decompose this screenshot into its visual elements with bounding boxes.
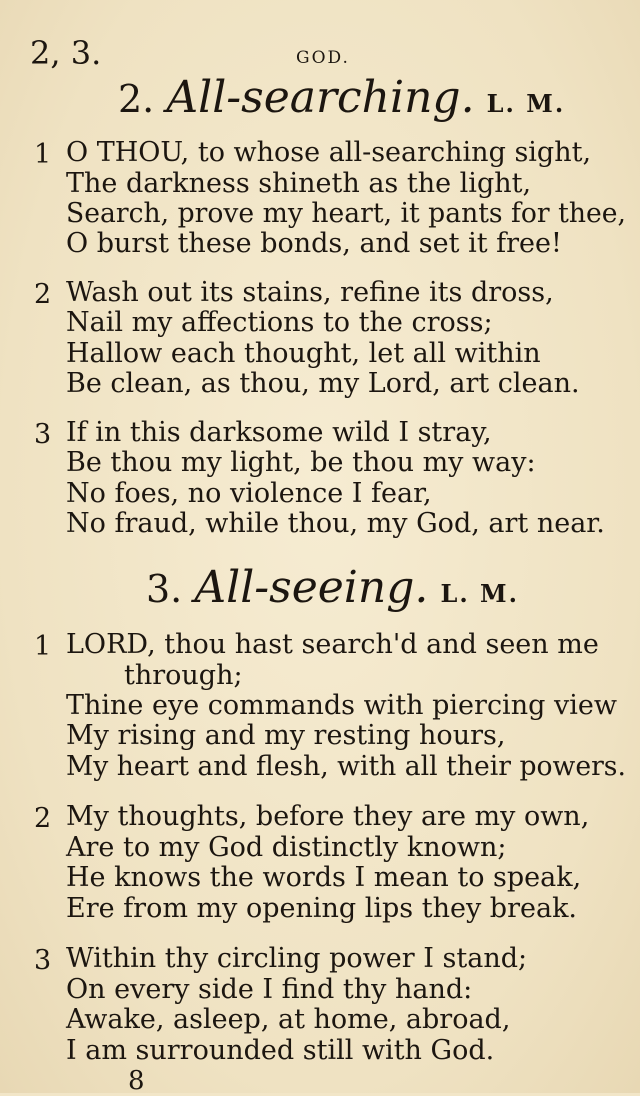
verse-number: 1 — [34, 631, 52, 662]
verse-line: No fraud, while thou, my God, art near. — [66, 508, 605, 539]
verse-number: 3 — [34, 419, 52, 450]
verse-line: No foes, no violence I fear, — [66, 478, 432, 509]
verse-line: The darkness shineth as the light, — [66, 168, 532, 199]
verse-line: I am surrounded still with God. — [66, 1035, 495, 1066]
verse-number: 2 — [34, 279, 52, 310]
verse-number: 3 — [34, 945, 52, 976]
verse-line: Thine eye commands with piercing view — [66, 690, 617, 721]
verse-line: Search, prove my heart, it pants for thee, — [66, 198, 626, 229]
verse-line: LORD, thou hast search'd and seen me — [66, 629, 599, 660]
verse-line: On every side I find thy hand: — [66, 974, 473, 1005]
verse-line: Nail my affections to the cross; — [66, 307, 493, 338]
verse-number: 1 — [34, 139, 52, 170]
verse-line: Hallow each thought, let all within — [66, 338, 541, 369]
verse-line: He knows the words I mean to speak, — [66, 862, 582, 893]
verse-line: My thoughts, before they are my own, — [66, 801, 590, 832]
hymn-title — [118, 72, 566, 123]
hymn-meter: L. M. — [440, 579, 519, 608]
verse-line: O THOU, to whose all-searching sight, — [66, 137, 592, 168]
verse-line: Ere from my opening lips they break. — [66, 893, 578, 924]
page-number: 8 — [128, 1066, 145, 1096]
verse-line: If in this darksome wild I stray, — [66, 417, 492, 448]
verse-line: My heart and flesh, with all their powers. — [66, 751, 626, 782]
hymn-meter: L. M. — [486, 89, 566, 118]
hymn-title — [146, 562, 519, 613]
running-hymn-numbers: 2, 3. — [30, 34, 102, 72]
hymn-number: 3. — [146, 567, 183, 611]
verse-number: 2 — [34, 803, 52, 834]
verse-line: Within thy circling power I stand; — [66, 943, 528, 974]
running-section-title: GOD. — [296, 48, 350, 68]
verse-line: My rising and my resting hours, — [66, 720, 506, 751]
verse-line: Awake, asleep, at home, abroad, — [66, 1004, 511, 1035]
verse-line: through; — [124, 660, 243, 691]
hymn-number: 2. — [118, 77, 155, 121]
hymn-name: All-searching. — [166, 72, 475, 123]
verse-line: Be clean, as thou, my Lord, art clean. — [66, 368, 580, 399]
hymn-name: All-seeing. — [194, 562, 429, 613]
verse-line: Wash out its stains, refine its dross, — [66, 277, 554, 308]
verse-line: O burst these bonds, and set it free! — [66, 228, 562, 259]
verse-line: Are to my God distinctly known; — [66, 832, 507, 863]
verse-line: Be thou my light, be thou my way: — [66, 447, 536, 478]
